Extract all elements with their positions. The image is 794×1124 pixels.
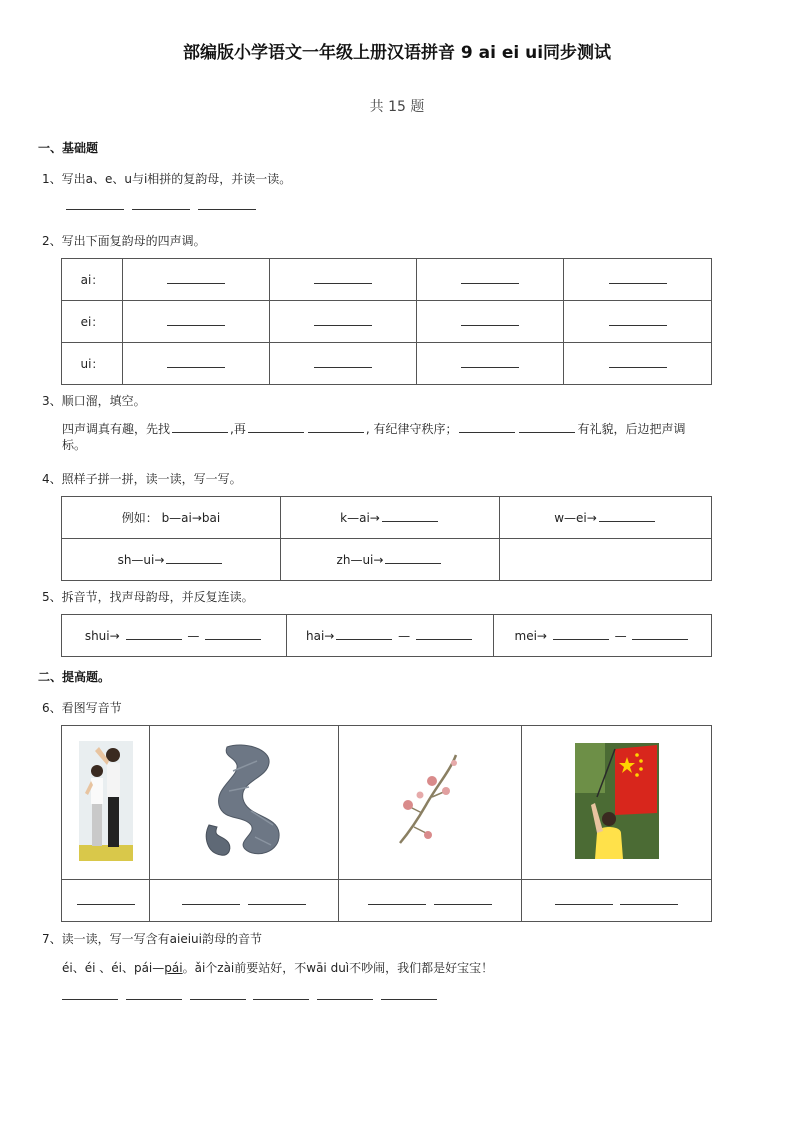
split-cell [62,615,287,657]
spelling-prompt: zh—ui→ [336,552,384,567]
answer-blank[interactable] [167,315,225,326]
answer-blank[interactable] [336,629,392,640]
question-5: 5、拆音节，找声母韵母，并反复连读。 [42,590,254,604]
answer-blank[interactable] [167,273,225,284]
answer-blank[interactable] [66,199,124,210]
q3-verse-line1 [62,420,686,437]
answer-blank[interactable] [198,199,256,210]
answer-blank[interactable] [382,511,438,522]
answer-blank[interactable] [381,989,437,1000]
two-children-image [79,741,133,861]
spelling-cell [281,539,500,581]
scarf-image [199,741,289,861]
answer-blank[interactable] [77,894,135,905]
answer-blank[interactable] [368,894,426,905]
plum-blossom-image [392,751,468,851]
question-4: 4、照样子拼一拼，读一读，写一写。 [42,472,242,486]
answer-blank[interactable] [317,989,373,1000]
picture-answer-cell [150,880,339,922]
answer-blank[interactable] [167,357,225,368]
answer-blank[interactable] [190,989,246,1000]
row-label: ui： [62,343,123,385]
question-6: 6、看图写音节 [42,701,122,715]
picture-cell [522,726,712,880]
answer-blank[interactable] [555,894,613,905]
question-count: 共 15 题 [369,99,425,115]
answer-blank[interactable] [434,894,492,905]
flag-image [575,743,659,859]
q3-verse-line2: 标。 [62,438,87,452]
answer-blank[interactable] [416,629,472,640]
answer-blank[interactable] [172,422,228,433]
answer-blank[interactable] [126,629,182,640]
picture-answer-cell [522,880,712,922]
q7-passage [62,959,493,976]
picture-answer-cell [62,880,150,922]
answer-blank[interactable] [182,894,240,905]
answer-blank[interactable] [519,422,575,433]
spelling-prompt: w—ei→ [554,510,597,525]
answer-blank[interactable] [314,273,372,284]
answer-blank[interactable] [308,422,364,433]
answer-blank[interactable] [461,315,519,326]
picture-cell [62,726,150,880]
section-heading-advanced: 二、提高题。 [38,670,111,684]
split-prompt: mei→ [514,628,547,643]
passage-example-syllable: pái [164,961,183,975]
verse-text: 四声调真有趣，先找 [62,422,171,436]
answer-blank[interactable] [461,357,519,368]
row-label: ei： [62,301,123,343]
split-cell [494,615,712,657]
answer-blank[interactable] [314,315,372,326]
spelling-cell [500,497,712,539]
split-table [61,614,712,657]
question-3: 3、顺口溜，填空。 [42,394,146,408]
split-prompt: shui→ [84,628,120,643]
page-title: 部编版小学语文一年级上册汉语拼音 9 ai ei ui同步测试 [182,43,612,63]
q7-answer-blanks [60,989,439,1003]
passage-text: 。ǎi个zài前要站好，不wāi duì不吵闹，我们都是好宝宝！ [182,961,494,975]
picture-table [61,725,712,922]
answer-blank[interactable] [461,273,519,284]
answer-blank[interactable] [62,989,118,1000]
answer-blank[interactable] [599,511,655,522]
answer-blank[interactable] [620,894,678,905]
dash: — [398,628,411,643]
answer-blank[interactable] [609,357,667,368]
spelling-prompt: k—ai→ [340,510,380,525]
answer-blank[interactable] [166,553,222,564]
answer-blank[interactable] [205,629,261,640]
answer-blank[interactable] [314,357,372,368]
answer-blank[interactable] [609,273,667,284]
answer-blank[interactable] [632,629,688,640]
dash: — [614,628,627,643]
answer-blank[interactable] [248,422,304,433]
answer-blank[interactable] [132,199,190,210]
verse-text: ,再 [230,422,246,436]
verse-text: 有礼貌，后边把声调 [577,422,686,436]
spelling-table [61,496,712,581]
empty-cell [500,539,712,581]
question-1: 1、写出a、e、u与i相拼的复韵母，并读一读。 [42,172,292,186]
answer-blank[interactable] [459,422,515,433]
answer-blank[interactable] [253,989,309,1000]
picture-cell [339,726,522,880]
tone-table [61,258,712,385]
spelling-cell [281,497,500,539]
verse-text: , 有纪律守秩序； [365,422,458,436]
passage-text: éi、éi 、éi、pái— [62,961,165,975]
row-label: ai： [62,259,123,301]
spelling-prompt: sh—ui→ [117,552,165,567]
dash: — [187,628,200,643]
spelling-cell [62,539,281,581]
answer-blank[interactable] [609,315,667,326]
answer-blank[interactable] [553,629,609,640]
split-prompt: hai→ [305,628,335,643]
q1-answer-blanks [64,199,258,213]
picture-cell [150,726,339,880]
answer-blank[interactable] [126,989,182,1000]
question-2: 2、写出下面复韵母的四声调。 [42,234,206,248]
question-7: 7、读一读，写一写含有aieiui韵母的音节 [42,932,262,946]
split-cell [287,615,494,657]
picture-answer-cell [339,880,522,922]
section-heading-basic: 一、基础题 [38,141,99,155]
example-cell: 例如： b—ai→bai [62,497,281,539]
answer-blank[interactable] [385,553,441,564]
answer-blank[interactable] [248,894,306,905]
